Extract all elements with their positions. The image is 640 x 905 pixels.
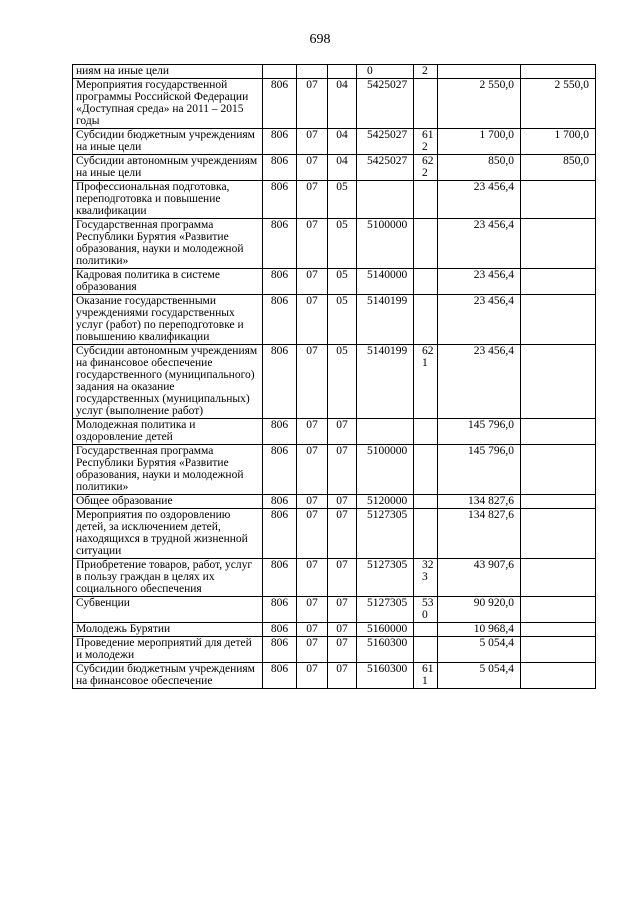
amount-federal-cell [521, 181, 596, 219]
amount-federal-cell [521, 637, 596, 663]
expense-name-cell: ниям на иные цели [73, 65, 263, 79]
amount-federal-cell [521, 419, 596, 445]
department-code-cell: 806 [263, 663, 297, 689]
section-code-cell: 07 [297, 419, 328, 445]
section-code-cell: 07 [297, 345, 328, 419]
table-row [73, 155, 596, 181]
expense-name-cell: Субсидии бюджетным учреждениям на финансовое обеспечение [73, 663, 263, 689]
section-code-cell: 07 [297, 181, 328, 219]
amount-cell [438, 65, 521, 79]
section-code-cell: 07 [297, 495, 328, 509]
table-row [73, 65, 596, 79]
subsection-code-cell: 05 [328, 345, 357, 419]
expense-type-code-cell: 612 [414, 129, 438, 155]
section-code-cell: 07 [297, 155, 328, 181]
table-row [73, 623, 596, 637]
table-row [73, 129, 596, 155]
section-code-cell: 07 [297, 623, 328, 637]
amount-federal-cell [521, 269, 596, 295]
page-number: 698 [309, 32, 331, 47]
expense-name-cell: Кадровая политика в системе образования [73, 269, 263, 295]
department-code-cell [263, 65, 297, 79]
expense-name-cell: Субвенции [73, 597, 263, 623]
expense-name-cell: Мероприятия государственной программы Российской Федерации «Доступная среда» на 2011 – 2015 годы [73, 79, 263, 129]
department-code-cell: 806 [263, 623, 297, 637]
department-code-cell: 806 [263, 129, 297, 155]
department-code-cell: 806 [263, 419, 297, 445]
amount-cell: 5 054,4 [438, 637, 521, 663]
target-article-code-cell: 5140000 [357, 269, 414, 295]
department-code-cell: 806 [263, 345, 297, 419]
expense-type-code-cell [414, 295, 438, 345]
table-row [73, 445, 596, 495]
section-code-cell: 07 [297, 295, 328, 345]
expense-name-cell: Профессиональная подготовка, переподготовка и повышение квалификации [73, 181, 263, 219]
target-article-code-cell: 5100000 [357, 445, 414, 495]
expense-type-code-cell: 622 [414, 155, 438, 181]
target-article-code-cell: 5140199 [357, 295, 414, 345]
department-code-cell: 806 [263, 181, 297, 219]
expense-name-cell: Молодежная политика и оздоровление детей [73, 419, 263, 445]
subsection-code-cell: 05 [328, 181, 357, 219]
amount-cell: 23 456,4 [438, 219, 521, 269]
amount-cell: 23 456,4 [438, 181, 521, 219]
expense-name-cell: Государственная программа Республики Бурятия «Развитие образования, науки и молодежной политики» [73, 219, 263, 269]
target-article-code-cell: 5425027 [357, 129, 414, 155]
subsection-code-cell: 05 [328, 269, 357, 295]
expense-name-cell: Субсидии бюджетным учреждениям на иные цели [73, 129, 263, 155]
department-code-cell: 806 [263, 269, 297, 295]
amount-cell: 134 827,6 [438, 495, 521, 509]
target-article-code-cell: 5127305 [357, 509, 414, 559]
expense-name-cell: Общее образование [73, 495, 263, 509]
subsection-code-cell: 07 [328, 419, 357, 445]
expense-name-cell: Субсидии автономным учреждениям на финансовое обеспечение государственного (муниципального) задания на оказание государственных (муниципальных) услуг (выполнение работ) [73, 345, 263, 419]
section-code-cell: 07 [297, 79, 328, 129]
department-code-cell: 806 [263, 637, 297, 663]
expense-type-code-cell: 530 [414, 597, 438, 623]
expense-type-code-cell [414, 419, 438, 445]
section-code-cell: 07 [297, 663, 328, 689]
department-code-cell: 806 [263, 155, 297, 181]
expense-type-code-cell: 621 [414, 345, 438, 419]
section-code-cell: 07 [297, 129, 328, 155]
subsection-code-cell [328, 65, 357, 79]
amount-federal-cell [521, 597, 596, 623]
amount-cell: 850,0 [438, 155, 521, 181]
amount-federal-cell [521, 663, 596, 689]
section-code-cell: 07 [297, 219, 328, 269]
subsection-code-cell: 07 [328, 559, 357, 597]
department-code-cell: 806 [263, 445, 297, 495]
target-article-code-cell: 5425027 [357, 155, 414, 181]
subsection-code-cell: 07 [328, 495, 357, 509]
table-row [73, 637, 596, 663]
table-row [73, 509, 596, 559]
amount-federal-cell [521, 559, 596, 597]
target-article-code-cell: 5140199 [357, 345, 414, 419]
amount-federal-cell [521, 445, 596, 495]
expense-name-cell: Оказание государственными учреждениями государственных услуг (работ) по переподготовке и повышению квалификации [73, 295, 263, 345]
section-code-cell: 07 [297, 559, 328, 597]
amount-federal-cell: 850,0 [521, 155, 596, 181]
expense-type-code-cell [414, 509, 438, 559]
expense-name-cell: Молодежь Бурятии [73, 623, 263, 637]
expense-type-code-cell: 2 [414, 65, 438, 79]
target-article-code-cell: 5160000 [357, 623, 414, 637]
expense-name-cell: Государственная программа Республики Бурятия «Развитие образования, науки и молодежной политики» [73, 445, 263, 495]
section-code-cell: 07 [297, 509, 328, 559]
expense-type-code-cell [414, 219, 438, 269]
amount-federal-cell: 1 700,0 [521, 129, 596, 155]
amount-cell: 23 456,4 [438, 345, 521, 419]
subsection-code-cell: 07 [328, 445, 357, 495]
department-code-cell: 806 [263, 559, 297, 597]
target-article-code-cell: 5160300 [357, 663, 414, 689]
expense-name-cell: Приобретение товаров, работ, услуг в пользу граждан в целях их социального обеспечения [73, 559, 263, 597]
table-row [73, 79, 596, 129]
amount-cell: 23 456,4 [438, 269, 521, 295]
table-row [73, 219, 596, 269]
table-row [73, 269, 596, 295]
amount-cell: 1 700,0 [438, 129, 521, 155]
expense-name-cell: Субсидии автономным учреждениям на иные цели [73, 155, 263, 181]
expense-name-cell: Проведение мероприятий для детей и молодежи [73, 637, 263, 663]
amount-federal-cell [521, 509, 596, 559]
amount-cell: 134 827,6 [438, 509, 521, 559]
table-row [73, 663, 596, 689]
expense-type-code-cell [414, 79, 438, 129]
subsection-code-cell: 07 [328, 597, 357, 623]
target-article-code-cell: 5127305 [357, 559, 414, 597]
target-article-code-cell [357, 419, 414, 445]
amount-cell: 23 456,4 [438, 295, 521, 345]
subsection-code-cell: 07 [328, 637, 357, 663]
amount-cell: 145 796,0 [438, 445, 521, 495]
expense-type-code-cell [414, 445, 438, 495]
table-row [73, 495, 596, 509]
amount-federal-cell [521, 345, 596, 419]
department-code-cell: 806 [263, 495, 297, 509]
subsection-code-cell: 04 [328, 129, 357, 155]
subsection-code-cell: 07 [328, 623, 357, 637]
section-code-cell: 07 [297, 637, 328, 663]
budget-table [72, 64, 596, 689]
expense-type-code-cell [414, 181, 438, 219]
section-code-cell: 07 [297, 269, 328, 295]
subsection-code-cell: 07 [328, 663, 357, 689]
amount-federal-cell: 2 550,0 [521, 79, 596, 129]
table-row [73, 597, 596, 623]
department-code-cell: 806 [263, 509, 297, 559]
amount-cell: 10 968,4 [438, 623, 521, 637]
amount-cell: 43 907,6 [438, 559, 521, 597]
expense-type-code-cell [414, 269, 438, 295]
expense-type-code-cell: 611 [414, 663, 438, 689]
department-code-cell: 806 [263, 597, 297, 623]
subsection-code-cell: 05 [328, 219, 357, 269]
amount-federal-cell [521, 219, 596, 269]
section-code-cell: 07 [297, 445, 328, 495]
subsection-code-cell: 04 [328, 79, 357, 129]
target-article-code-cell: 5120000 [357, 495, 414, 509]
amount-federal-cell [521, 295, 596, 345]
subsection-code-cell: 07 [328, 509, 357, 559]
amount-federal-cell [521, 495, 596, 509]
target-article-code-cell: 5100000 [357, 219, 414, 269]
department-code-cell: 806 [263, 219, 297, 269]
table-row [73, 345, 596, 419]
amount-cell: 5 054,4 [438, 663, 521, 689]
expense-name-cell: Мероприятия по оздоровлению детей, за исключением детей, находящихся в трудной жизненной ситуации [73, 509, 263, 559]
target-article-code-cell: 0 [357, 65, 414, 79]
expense-type-code-cell: 323 [414, 559, 438, 597]
section-code-cell: 07 [297, 597, 328, 623]
target-article-code-cell: 5425027 [357, 79, 414, 129]
amount-cell: 90 920,0 [438, 597, 521, 623]
amount-federal-cell [521, 623, 596, 637]
target-article-code-cell: 5160300 [357, 637, 414, 663]
subsection-code-cell: 05 [328, 295, 357, 345]
table-row [73, 181, 596, 219]
table-body [73, 65, 596, 689]
expense-type-code-cell [414, 495, 438, 509]
table-row [73, 559, 596, 597]
table-row [73, 295, 596, 345]
department-code-cell: 806 [263, 295, 297, 345]
expense-type-code-cell [414, 637, 438, 663]
target-article-code-cell [357, 181, 414, 219]
expense-type-code-cell [414, 623, 438, 637]
amount-federal-cell [521, 65, 596, 79]
amount-cell: 145 796,0 [438, 419, 521, 445]
section-code-cell [297, 65, 328, 79]
department-code-cell: 806 [263, 79, 297, 129]
table-row [73, 419, 596, 445]
target-article-code-cell: 5127305 [357, 597, 414, 623]
subsection-code-cell: 04 [328, 155, 357, 181]
amount-cell: 2 550,0 [438, 79, 521, 129]
